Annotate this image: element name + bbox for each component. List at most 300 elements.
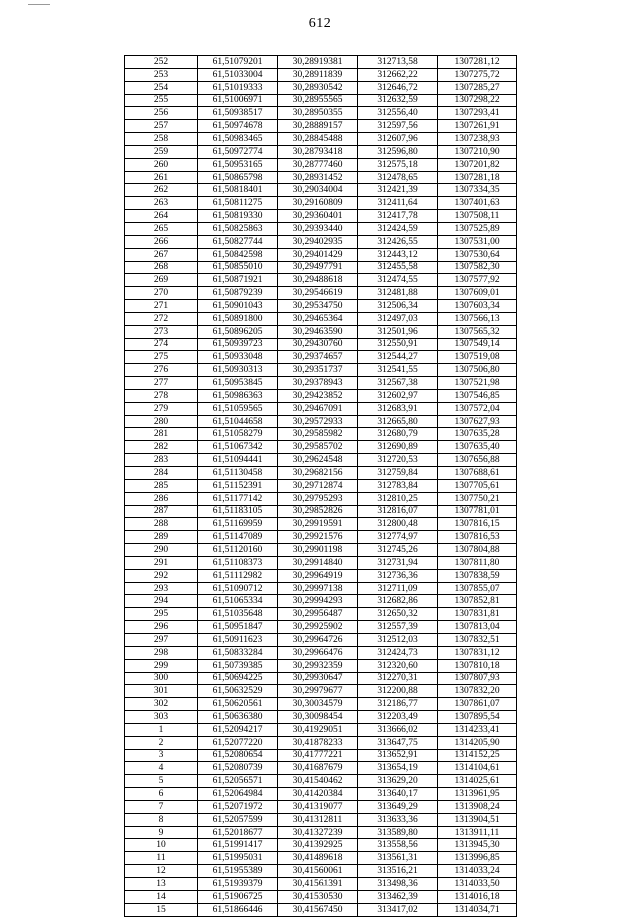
table-row	[125, 248, 517, 261]
x-coordinate-cell: 312759,84	[358, 467, 438, 480]
y-coordinate-cell: 1307238,93	[438, 133, 517, 146]
latitude-cell: 61,51995031	[198, 852, 278, 865]
point-number-cell: 3	[125, 749, 198, 762]
x-coordinate-cell: 313589,80	[358, 826, 438, 839]
point-number-cell: 10	[125, 839, 198, 852]
latitude-cell: 61,52094217	[198, 723, 278, 736]
table-row	[125, 659, 517, 672]
x-coordinate-cell: 312424,59	[358, 222, 438, 235]
y-coordinate-cell: 1307577,92	[438, 274, 517, 287]
point-number-cell: 296	[125, 621, 198, 634]
x-coordinate-cell: 312810,25	[358, 492, 438, 505]
point-number-cell: 272	[125, 312, 198, 325]
latitude-cell: 61,51866446	[198, 903, 278, 916]
longitude-cell: 30,41561391	[278, 878, 358, 891]
y-coordinate-cell: 1307635,40	[438, 441, 517, 454]
latitude-cell: 61,51094441	[198, 454, 278, 467]
table-row	[125, 582, 517, 595]
y-coordinate-cell: 1307750,21	[438, 492, 517, 505]
x-coordinate-cell: 313647,75	[358, 736, 438, 749]
longitude-cell: 30,29572933	[278, 415, 358, 428]
point-number-cell: 274	[125, 338, 198, 351]
x-coordinate-cell: 312550,91	[358, 338, 438, 351]
y-coordinate-cell: 1307861,07	[438, 698, 517, 711]
y-coordinate-cell: 1314104,61	[438, 762, 517, 775]
latitude-cell: 61,50818401	[198, 184, 278, 197]
latitude-cell: 61,50951847	[198, 621, 278, 634]
longitude-cell: 30,29351737	[278, 364, 358, 377]
x-coordinate-cell: 312665,80	[358, 415, 438, 428]
x-coordinate-cell: 312455,58	[358, 261, 438, 274]
table-row	[125, 428, 517, 441]
x-coordinate-cell: 312783,84	[358, 479, 438, 492]
table-row	[125, 749, 517, 762]
x-coordinate-cell: 312607,96	[358, 133, 438, 146]
table-row	[125, 505, 517, 518]
latitude-cell: 61,50983465	[198, 133, 278, 146]
table-row	[125, 633, 517, 646]
y-coordinate-cell: 1307530,64	[438, 248, 517, 261]
point-number-cell: 294	[125, 595, 198, 608]
y-coordinate-cell: 1314033,24	[438, 865, 517, 878]
point-number-cell: 290	[125, 544, 198, 557]
table-row	[125, 171, 517, 184]
point-number-cell: 271	[125, 300, 198, 313]
x-coordinate-cell: 312512,03	[358, 633, 438, 646]
x-coordinate-cell: 312481,88	[358, 287, 438, 300]
x-coordinate-cell: 312682,86	[358, 595, 438, 608]
point-number-cell: 281	[125, 428, 198, 441]
y-coordinate-cell: 1307521,98	[438, 377, 517, 390]
latitude-cell: 61,51059565	[198, 402, 278, 415]
latitude-cell: 61,52071972	[198, 800, 278, 813]
y-coordinate-cell: 1307832,20	[438, 685, 517, 698]
longitude-cell: 30,30034579	[278, 698, 358, 711]
longitude-cell: 30,29393440	[278, 222, 358, 235]
x-coordinate-cell: 312720,53	[358, 454, 438, 467]
longitude-cell: 30,41420384	[278, 788, 358, 801]
table-row	[125, 800, 517, 813]
y-coordinate-cell: 1307565,32	[438, 325, 517, 338]
latitude-cell: 61,51130458	[198, 467, 278, 480]
y-coordinate-cell: 1307811,80	[438, 556, 517, 569]
point-number-cell: 276	[125, 364, 198, 377]
longitude-cell: 30,28950355	[278, 107, 358, 120]
longitude-cell: 30,29997138	[278, 582, 358, 595]
y-coordinate-cell: 1307627,93	[438, 415, 517, 428]
latitude-cell: 61,50819330	[198, 210, 278, 223]
y-coordinate-cell: 1314033,50	[438, 878, 517, 891]
y-coordinate-cell: 1307275,72	[438, 68, 517, 81]
x-coordinate-cell: 312596,80	[358, 145, 438, 158]
point-number-cell: 256	[125, 107, 198, 120]
point-number-cell: 291	[125, 556, 198, 569]
table-row	[125, 415, 517, 428]
longitude-cell: 30,29465364	[278, 312, 358, 325]
y-coordinate-cell: 1307804,88	[438, 544, 517, 557]
point-number-cell: 262	[125, 184, 198, 197]
latitude-cell: 61,50827744	[198, 235, 278, 248]
table-row	[125, 723, 517, 736]
y-coordinate-cell: 1307838,59	[438, 569, 517, 582]
table-row	[125, 531, 517, 544]
table-row	[125, 608, 517, 621]
x-coordinate-cell: 313462,39	[358, 890, 438, 903]
y-coordinate-cell: 1307293,41	[438, 107, 517, 120]
x-coordinate-cell: 313640,17	[358, 788, 438, 801]
latitude-cell: 61,50911623	[198, 633, 278, 646]
table-row	[125, 364, 517, 377]
point-number-cell: 273	[125, 325, 198, 338]
longitude-cell: 30,41560061	[278, 865, 358, 878]
longitude-cell: 30,29964919	[278, 569, 358, 582]
x-coordinate-cell: 312186,77	[358, 698, 438, 711]
longitude-cell: 30,41319077	[278, 800, 358, 813]
latitude-cell: 61,50891800	[198, 312, 278, 325]
longitude-cell: 30,28955565	[278, 94, 358, 107]
longitude-cell: 30,28911839	[278, 68, 358, 81]
table-row	[125, 377, 517, 390]
longitude-cell: 30,29534750	[278, 300, 358, 313]
latitude-cell: 61,52018677	[198, 826, 278, 839]
longitude-cell: 30,28777460	[278, 158, 358, 171]
table-row	[125, 775, 517, 788]
x-coordinate-cell: 312711,09	[358, 582, 438, 595]
latitude-cell: 61,51112982	[198, 569, 278, 582]
longitude-cell: 30,29921576	[278, 531, 358, 544]
y-coordinate-cell: 1307525,89	[438, 222, 517, 235]
point-number-cell: 14	[125, 890, 198, 903]
table-row	[125, 544, 517, 557]
x-coordinate-cell: 312556,40	[358, 107, 438, 120]
table-row	[125, 145, 517, 158]
latitude-cell: 61,50833284	[198, 646, 278, 659]
x-coordinate-cell: 312474,55	[358, 274, 438, 287]
latitude-cell: 61,52057599	[198, 813, 278, 826]
point-number-cell: 254	[125, 81, 198, 94]
x-coordinate-cell: 313652,91	[358, 749, 438, 762]
longitude-cell: 30,41327239	[278, 826, 358, 839]
point-number-cell: 259	[125, 145, 198, 158]
x-coordinate-cell: 313629,20	[358, 775, 438, 788]
latitude-cell: 61,50855010	[198, 261, 278, 274]
x-coordinate-cell: 312597,56	[358, 120, 438, 133]
point-number-cell: 282	[125, 441, 198, 454]
point-number-cell: 255	[125, 94, 198, 107]
x-coordinate-cell: 313654,19	[358, 762, 438, 775]
x-coordinate-cell: 312478,65	[358, 171, 438, 184]
table-row	[125, 711, 517, 724]
x-coordinate-cell: 312731,94	[358, 556, 438, 569]
y-coordinate-cell: 1307810,18	[438, 659, 517, 672]
longitude-cell: 30,29585982	[278, 428, 358, 441]
x-coordinate-cell: 312690,89	[358, 441, 438, 454]
y-coordinate-cell: 1307831,81	[438, 608, 517, 621]
longitude-cell: 30,29852826	[278, 505, 358, 518]
x-coordinate-cell: 312421,39	[358, 184, 438, 197]
x-coordinate-cell: 312541,55	[358, 364, 438, 377]
y-coordinate-cell: 1307807,93	[438, 672, 517, 685]
latitude-cell: 61,52080654	[198, 749, 278, 762]
x-coordinate-cell: 312602,97	[358, 389, 438, 402]
latitude-cell: 61,51939379	[198, 878, 278, 891]
table-row	[125, 762, 517, 775]
point-number-cell: 4	[125, 762, 198, 775]
y-coordinate-cell: 1313996,85	[438, 852, 517, 865]
longitude-cell: 30,41530530	[278, 890, 358, 903]
latitude-cell: 61,51035648	[198, 608, 278, 621]
point-number-cell: 253	[125, 68, 198, 81]
latitude-cell: 61,51044658	[198, 415, 278, 428]
point-number-cell: 266	[125, 235, 198, 248]
longitude-cell: 30,29423852	[278, 389, 358, 402]
point-number-cell: 285	[125, 479, 198, 492]
latitude-cell: 61,50879239	[198, 287, 278, 300]
latitude-cell: 61,51067342	[198, 441, 278, 454]
latitude-cell: 61,50739385	[198, 659, 278, 672]
point-number-cell: 8	[125, 813, 198, 826]
y-coordinate-cell: 1307635,28	[438, 428, 517, 441]
y-coordinate-cell: 1307508,11	[438, 210, 517, 223]
y-coordinate-cell: 1307582,30	[438, 261, 517, 274]
point-number-cell: 12	[125, 865, 198, 878]
y-coordinate-cell: 1307506,80	[438, 364, 517, 377]
point-number-cell: 298	[125, 646, 198, 659]
point-number-cell: 287	[125, 505, 198, 518]
latitude-cell: 61,50811275	[198, 197, 278, 210]
y-coordinate-cell: 1307852,81	[438, 595, 517, 608]
longitude-cell: 30,29546619	[278, 287, 358, 300]
table-row	[125, 621, 517, 634]
table-row	[125, 81, 517, 94]
longitude-cell: 30,41687679	[278, 762, 358, 775]
point-number-cell: 302	[125, 698, 198, 711]
y-coordinate-cell: 1307831,12	[438, 646, 517, 659]
y-coordinate-cell: 1307261,91	[438, 120, 517, 133]
longitude-cell: 30,29488618	[278, 274, 358, 287]
x-coordinate-cell: 312650,32	[358, 608, 438, 621]
page-number: 612	[308, 16, 332, 31]
x-coordinate-cell: 313633,36	[358, 813, 438, 826]
latitude-cell: 61,50938517	[198, 107, 278, 120]
point-number-cell: 252	[125, 56, 198, 69]
longitude-cell: 30,28931452	[278, 171, 358, 184]
longitude-cell: 30,29932359	[278, 659, 358, 672]
y-coordinate-cell: 1307519,08	[438, 351, 517, 364]
latitude-cell: 61,50871921	[198, 274, 278, 287]
y-coordinate-cell: 1307705,61	[438, 479, 517, 492]
point-number-cell: 260	[125, 158, 198, 171]
longitude-cell: 30,29682156	[278, 467, 358, 480]
longitude-cell: 30,29374657	[278, 351, 358, 364]
latitude-cell: 61,50636380	[198, 711, 278, 724]
y-coordinate-cell: 1314034,71	[438, 903, 517, 916]
latitude-cell: 61,50632529	[198, 685, 278, 698]
longitude-cell: 30,29378943	[278, 377, 358, 390]
latitude-cell: 61,52064984	[198, 788, 278, 801]
latitude-cell: 61,52056571	[198, 775, 278, 788]
table-row	[125, 839, 517, 852]
point-number-cell: 300	[125, 672, 198, 685]
point-number-cell: 258	[125, 133, 198, 146]
x-coordinate-cell: 312270,31	[358, 672, 438, 685]
latitude-cell: 61,50953845	[198, 377, 278, 390]
point-number-cell: 11	[125, 852, 198, 865]
point-number-cell: 280	[125, 415, 198, 428]
table-row	[125, 518, 517, 531]
latitude-cell: 61,51019333	[198, 81, 278, 94]
longitude-cell: 30,29585702	[278, 441, 358, 454]
longitude-cell: 30,28889157	[278, 120, 358, 133]
x-coordinate-cell: 312662,22	[358, 68, 438, 81]
table-row	[125, 788, 517, 801]
latitude-cell: 61,51177142	[198, 492, 278, 505]
point-number-cell: 15	[125, 903, 198, 916]
longitude-cell: 30,29360401	[278, 210, 358, 223]
x-coordinate-cell: 312417,78	[358, 210, 438, 223]
point-number-cell: 270	[125, 287, 198, 300]
table-row	[125, 852, 517, 865]
longitude-cell: 30,29430760	[278, 338, 358, 351]
table-row	[125, 120, 517, 133]
table-row	[125, 94, 517, 107]
x-coordinate-cell: 312200,88	[358, 685, 438, 698]
y-coordinate-cell: 1307531,00	[438, 235, 517, 248]
x-coordinate-cell: 312320,60	[358, 659, 438, 672]
x-coordinate-cell: 312544,27	[358, 351, 438, 364]
y-coordinate-cell: 1307813,04	[438, 621, 517, 634]
y-coordinate-cell: 1307285,27	[438, 81, 517, 94]
x-coordinate-cell: 312506,34	[358, 300, 438, 313]
y-coordinate-cell: 1307566,13	[438, 312, 517, 325]
table-row	[125, 441, 517, 454]
longitude-cell: 30,29979677	[278, 685, 358, 698]
latitude-cell: 61,50842598	[198, 248, 278, 261]
longitude-cell: 30,29956487	[278, 608, 358, 621]
y-coordinate-cell: 1307656,88	[438, 454, 517, 467]
latitude-cell: 61,51090712	[198, 582, 278, 595]
point-number-cell: 297	[125, 633, 198, 646]
latitude-cell: 61,50825863	[198, 222, 278, 235]
point-number-cell: 5	[125, 775, 198, 788]
x-coordinate-cell: 313516,21	[358, 865, 438, 878]
latitude-cell: 61,50972774	[198, 145, 278, 158]
x-coordinate-cell: 312426,55	[358, 235, 438, 248]
point-number-cell: 7	[125, 800, 198, 813]
table-row	[125, 68, 517, 81]
x-coordinate-cell: 312567,38	[358, 377, 438, 390]
table-row	[125, 287, 517, 300]
x-coordinate-cell: 312497,03	[358, 312, 438, 325]
longitude-cell: 30,41777221	[278, 749, 358, 762]
table-row	[125, 865, 517, 878]
latitude-cell: 61,50930313	[198, 364, 278, 377]
longitude-cell: 30,41540462	[278, 775, 358, 788]
longitude-cell: 30,29930647	[278, 672, 358, 685]
table-row	[125, 813, 517, 826]
table-row	[125, 467, 517, 480]
latitude-cell: 61,51108373	[198, 556, 278, 569]
latitude-cell: 61,50986363	[198, 389, 278, 402]
point-number-cell: 269	[125, 274, 198, 287]
longitude-cell: 30,29401429	[278, 248, 358, 261]
longitude-cell: 30,41312811	[278, 813, 358, 826]
point-number-cell: 9	[125, 826, 198, 839]
x-coordinate-cell: 312745,26	[358, 544, 438, 557]
table-row	[125, 184, 517, 197]
y-coordinate-cell: 1314025,61	[438, 775, 517, 788]
x-coordinate-cell: 312683,91	[358, 402, 438, 415]
longitude-cell: 30,29712874	[278, 479, 358, 492]
longitude-cell: 30,29925902	[278, 621, 358, 634]
longitude-cell: 30,29901198	[278, 544, 358, 557]
y-coordinate-cell: 1314152,25	[438, 749, 517, 762]
table-row	[125, 274, 517, 287]
latitude-cell: 61,50694225	[198, 672, 278, 685]
table-row	[125, 646, 517, 659]
table-row	[125, 261, 517, 274]
y-coordinate-cell: 1307609,01	[438, 287, 517, 300]
latitude-cell: 61,50620561	[198, 698, 278, 711]
x-coordinate-cell: 313558,56	[358, 839, 438, 852]
y-coordinate-cell: 1307816,53	[438, 531, 517, 544]
point-number-cell: 295	[125, 608, 198, 621]
table-row	[125, 595, 517, 608]
table-row	[125, 389, 517, 402]
point-number-cell: 277	[125, 377, 198, 390]
longitude-cell: 30,29034004	[278, 184, 358, 197]
longitude-cell: 30,28793418	[278, 145, 358, 158]
table-row	[125, 312, 517, 325]
y-coordinate-cell: 1314233,41	[438, 723, 517, 736]
x-coordinate-cell: 313666,02	[358, 723, 438, 736]
y-coordinate-cell: 1307298,22	[438, 94, 517, 107]
longitude-cell: 30,41929051	[278, 723, 358, 736]
point-number-cell: 301	[125, 685, 198, 698]
table-row	[125, 736, 517, 749]
point-number-cell: 303	[125, 711, 198, 724]
table-row	[125, 903, 517, 916]
x-coordinate-cell: 312632,59	[358, 94, 438, 107]
table-row	[125, 56, 517, 69]
x-coordinate-cell: 312443,12	[358, 248, 438, 261]
y-coordinate-cell: 1307855,07	[438, 582, 517, 595]
latitude-cell: 61,51033004	[198, 68, 278, 81]
point-number-cell: 261	[125, 171, 198, 184]
y-coordinate-cell: 1307549,14	[438, 338, 517, 351]
point-number-cell: 275	[125, 351, 198, 364]
x-coordinate-cell: 312800,48	[358, 518, 438, 531]
point-number-cell: 6	[125, 788, 198, 801]
y-coordinate-cell: 1307688,61	[438, 467, 517, 480]
y-coordinate-cell: 1313911,11	[438, 826, 517, 839]
table-row	[125, 672, 517, 685]
longitude-cell: 30,29402935	[278, 235, 358, 248]
table-row	[125, 479, 517, 492]
y-coordinate-cell: 1307281,18	[438, 171, 517, 184]
x-coordinate-cell: 312411,64	[358, 197, 438, 210]
point-number-cell: 1	[125, 723, 198, 736]
bottom-mark	[320, 885, 328, 886]
table-row	[125, 158, 517, 171]
latitude-cell: 61,50865798	[198, 171, 278, 184]
point-number-cell: 286	[125, 492, 198, 505]
latitude-cell: 61,51079201	[198, 56, 278, 69]
table-row	[125, 878, 517, 891]
latitude-cell: 61,51955389	[198, 865, 278, 878]
latitude-cell: 61,51006971	[198, 94, 278, 107]
table-row	[125, 685, 517, 698]
